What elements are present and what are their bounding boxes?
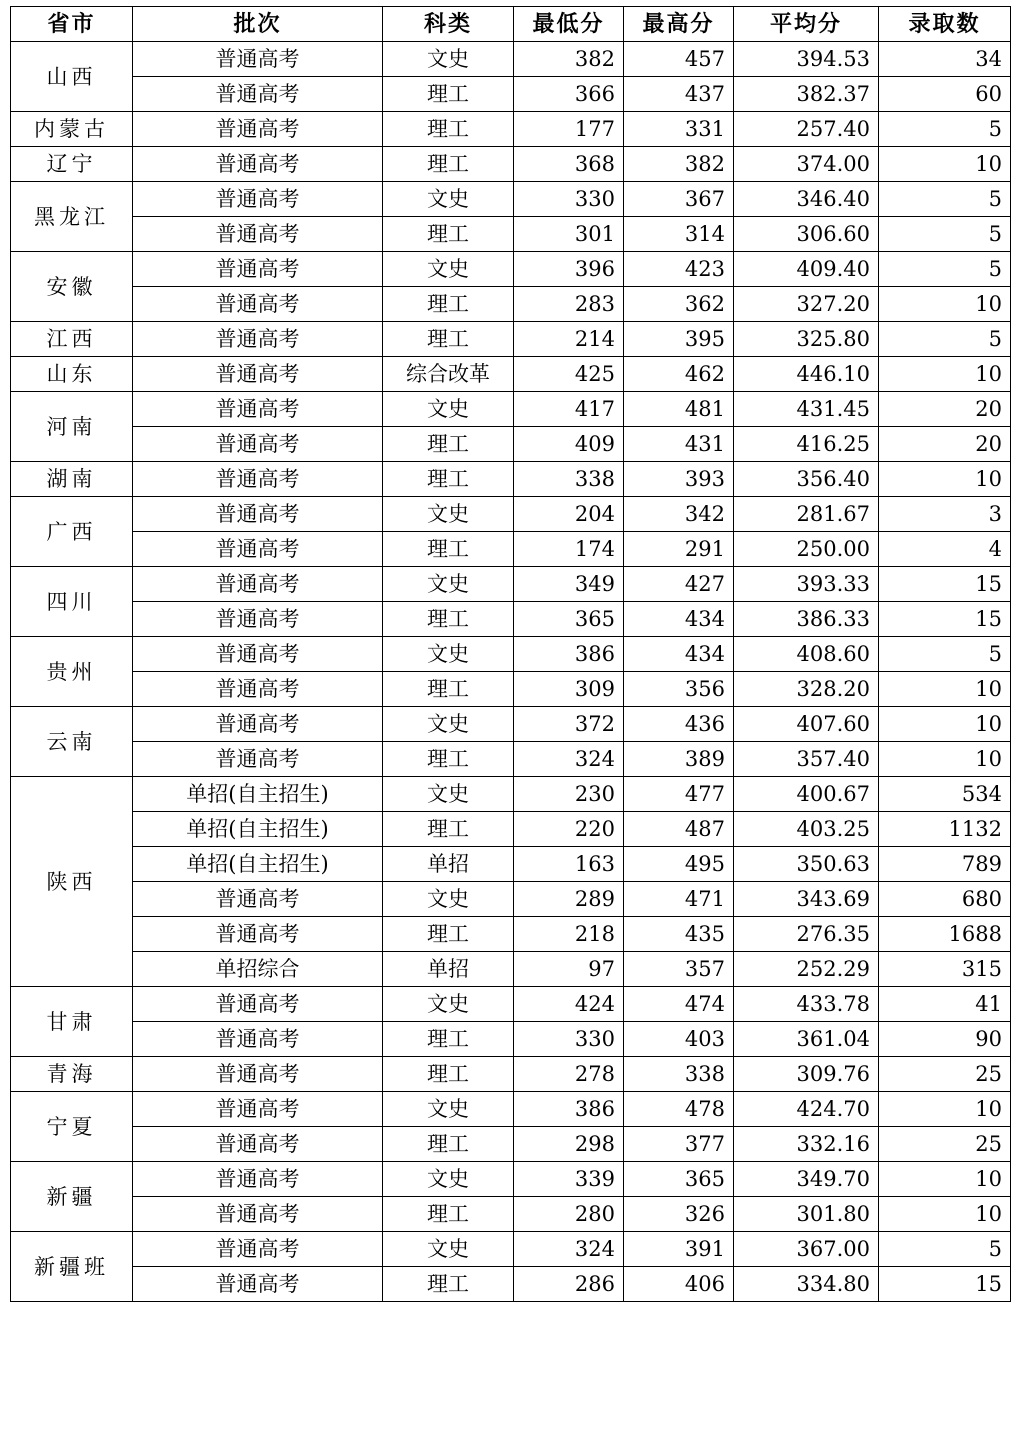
cell-avg-score: 349.70 <box>734 1162 879 1197</box>
cell-min-score: 368 <box>514 147 624 182</box>
cell-admitted-count: 10 <box>879 357 1011 392</box>
cell-batch: 普通高考 <box>133 532 383 567</box>
table-row <box>11 427 1011 462</box>
cell-avg-score: 276.35 <box>734 917 879 952</box>
cell-batch: 单招(自主招生) <box>133 777 383 812</box>
table-row <box>11 1092 1011 1127</box>
cell-min-score: 417 <box>514 392 624 427</box>
cell-max-score: 357 <box>624 952 734 987</box>
cell-avg-score: 301.80 <box>734 1197 879 1232</box>
cell-max-score: 495 <box>624 847 734 882</box>
table-row <box>11 987 1011 1022</box>
cell-subject: 单招 <box>383 952 514 987</box>
cell-province: 青海 <box>11 1057 133 1092</box>
cell-max-score: 377 <box>624 1127 734 1162</box>
cell-subject: 理工 <box>383 1197 514 1232</box>
admission-score-table <box>10 6 1011 1302</box>
table-row <box>11 1057 1011 1092</box>
cell-min-score: 382 <box>514 42 624 77</box>
cell-batch: 普通高考 <box>133 672 383 707</box>
cell-admitted-count: 10 <box>879 287 1011 322</box>
cell-avg-score: 306.60 <box>734 217 879 252</box>
column-header-admitted-count: 录取数 <box>879 7 1011 42</box>
cell-min-score: 280 <box>514 1197 624 1232</box>
cell-avg-score: 356.40 <box>734 462 879 497</box>
table-row <box>11 882 1011 917</box>
cell-avg-score: 393.33 <box>734 567 879 602</box>
cell-min-score: 425 <box>514 357 624 392</box>
cell-avg-score: 409.40 <box>734 252 879 287</box>
cell-batch: 普通高考 <box>133 112 383 147</box>
cell-batch: 普通高考 <box>133 637 383 672</box>
column-header-max-score: 最高分 <box>624 7 734 42</box>
cell-batch: 普通高考 <box>133 287 383 322</box>
cell-admitted-count: 20 <box>879 392 1011 427</box>
cell-admitted-count: 315 <box>879 952 1011 987</box>
cell-admitted-count: 25 <box>879 1057 1011 1092</box>
table-row <box>11 567 1011 602</box>
cell-admitted-count: 25 <box>879 1127 1011 1162</box>
cell-min-score: 163 <box>514 847 624 882</box>
cell-admitted-count: 10 <box>879 1162 1011 1197</box>
cell-max-score: 389 <box>624 742 734 777</box>
table-row <box>11 532 1011 567</box>
cell-max-score: 356 <box>624 672 734 707</box>
cell-avg-score: 328.20 <box>734 672 879 707</box>
cell-batch: 普通高考 <box>133 1162 383 1197</box>
cell-province: 安徽 <box>11 252 133 322</box>
cell-subject: 单招 <box>383 847 514 882</box>
cell-batch: 普通高考 <box>133 42 383 77</box>
table-row <box>11 672 1011 707</box>
table-body <box>11 42 1011 1302</box>
cell-batch: 普通高考 <box>133 252 383 287</box>
cell-batch: 单招综合 <box>133 952 383 987</box>
cell-subject: 理工 <box>383 812 514 847</box>
cell-avg-score: 367.00 <box>734 1232 879 1267</box>
table-row <box>11 1127 1011 1162</box>
cell-avg-score: 361.04 <box>734 1022 879 1057</box>
cell-admitted-count: 10 <box>879 742 1011 777</box>
cell-subject: 理工 <box>383 77 514 112</box>
cell-max-score: 391 <box>624 1232 734 1267</box>
cell-province: 四川 <box>11 567 133 637</box>
cell-avg-score: 394.53 <box>734 42 879 77</box>
cell-max-score: 427 <box>624 567 734 602</box>
cell-province: 贵州 <box>11 637 133 707</box>
table-row <box>11 287 1011 322</box>
cell-max-score: 471 <box>624 882 734 917</box>
cell-subject: 理工 <box>383 1022 514 1057</box>
cell-max-score: 395 <box>624 322 734 357</box>
cell-subject: 综合改革 <box>383 357 514 392</box>
cell-subject: 文史 <box>383 42 514 77</box>
cell-min-score: 298 <box>514 1127 624 1162</box>
cell-min-score: 386 <box>514 637 624 672</box>
column-header-avg-score: 平均分 <box>734 7 879 42</box>
cell-subject: 理工 <box>383 1127 514 1162</box>
cell-batch: 普通高考 <box>133 1197 383 1232</box>
cell-max-score: 462 <box>624 357 734 392</box>
cell-subject: 理工 <box>383 217 514 252</box>
cell-min-score: 349 <box>514 567 624 602</box>
cell-subject: 理工 <box>383 427 514 462</box>
cell-max-score: 331 <box>624 112 734 147</box>
cell-subject: 理工 <box>383 1267 514 1302</box>
cell-subject: 文史 <box>383 567 514 602</box>
cell-province: 黑龙江 <box>11 182 133 252</box>
cell-province: 云南 <box>11 707 133 777</box>
cell-min-score: 301 <box>514 217 624 252</box>
cell-avg-score: 374.00 <box>734 147 879 182</box>
cell-subject: 文史 <box>383 1232 514 1267</box>
table-row <box>11 1162 1011 1197</box>
cell-subject: 理工 <box>383 1057 514 1092</box>
cell-avg-score: 416.25 <box>734 427 879 462</box>
cell-max-score: 393 <box>624 462 734 497</box>
cell-batch: 普通高考 <box>133 77 383 112</box>
cell-batch: 普通高考 <box>133 1232 383 1267</box>
table-row <box>11 742 1011 777</box>
cell-avg-score: 281.67 <box>734 497 879 532</box>
cell-max-score: 487 <box>624 812 734 847</box>
cell-province: 江西 <box>11 322 133 357</box>
cell-subject: 文史 <box>383 1092 514 1127</box>
cell-min-score: 409 <box>514 427 624 462</box>
table-row <box>11 252 1011 287</box>
cell-min-score: 286 <box>514 1267 624 1302</box>
cell-avg-score: 382.37 <box>734 77 879 112</box>
column-header-province: 省市 <box>11 7 133 42</box>
cell-subject: 理工 <box>383 672 514 707</box>
cell-subject: 文史 <box>383 987 514 1022</box>
table-header <box>11 7 1011 42</box>
cell-subject: 文史 <box>383 637 514 672</box>
cell-avg-score: 327.20 <box>734 287 879 322</box>
cell-subject: 文史 <box>383 882 514 917</box>
cell-max-score: 435 <box>624 917 734 952</box>
cell-subject: 文史 <box>383 1162 514 1197</box>
cell-admitted-count: 15 <box>879 567 1011 602</box>
cell-min-score: 372 <box>514 707 624 742</box>
cell-subject: 理工 <box>383 147 514 182</box>
cell-admitted-count: 5 <box>879 112 1011 147</box>
cell-max-score: 474 <box>624 987 734 1022</box>
cell-batch: 普通高考 <box>133 322 383 357</box>
cell-avg-score: 407.60 <box>734 707 879 742</box>
cell-admitted-count: 34 <box>879 42 1011 77</box>
cell-admitted-count: 5 <box>879 1232 1011 1267</box>
cell-admitted-count: 5 <box>879 182 1011 217</box>
cell-min-score: 338 <box>514 462 624 497</box>
cell-admitted-count: 10 <box>879 462 1011 497</box>
cell-max-score: 423 <box>624 252 734 287</box>
cell-avg-score: 408.60 <box>734 637 879 672</box>
cell-admitted-count: 10 <box>879 672 1011 707</box>
column-header-min-score: 最低分 <box>514 7 624 42</box>
cell-min-score: 283 <box>514 287 624 322</box>
cell-admitted-count: 5 <box>879 217 1011 252</box>
table-row <box>11 322 1011 357</box>
cell-max-score: 338 <box>624 1057 734 1092</box>
cell-admitted-count: 10 <box>879 707 1011 742</box>
cell-max-score: 481 <box>624 392 734 427</box>
table-row <box>11 777 1011 812</box>
cell-subject: 文史 <box>383 392 514 427</box>
cell-province: 河南 <box>11 392 133 462</box>
cell-batch: 普通高考 <box>133 147 383 182</box>
cell-province: 山西 <box>11 42 133 112</box>
cell-province: 甘肃 <box>11 987 133 1057</box>
table-row <box>11 602 1011 637</box>
cell-batch: 普通高考 <box>133 462 383 497</box>
cell-admitted-count: 5 <box>879 322 1011 357</box>
cell-max-score: 362 <box>624 287 734 322</box>
cell-avg-score: 252.29 <box>734 952 879 987</box>
cell-admitted-count: 15 <box>879 1267 1011 1302</box>
table-row <box>11 1232 1011 1267</box>
table-row <box>11 77 1011 112</box>
cell-subject: 理工 <box>383 287 514 322</box>
cell-batch: 普通高考 <box>133 987 383 1022</box>
cell-min-score: 330 <box>514 1022 624 1057</box>
cell-avg-score: 325.80 <box>734 322 879 357</box>
cell-min-score: 218 <box>514 917 624 952</box>
column-header-subject: 科类 <box>383 7 514 42</box>
cell-province: 湖南 <box>11 462 133 497</box>
cell-max-score: 434 <box>624 602 734 637</box>
cell-max-score: 342 <box>624 497 734 532</box>
cell-admitted-count: 41 <box>879 987 1011 1022</box>
cell-min-score: 324 <box>514 742 624 777</box>
cell-province: 新疆 <box>11 1162 133 1232</box>
cell-subject: 理工 <box>383 112 514 147</box>
cell-batch: 普通高考 <box>133 707 383 742</box>
table-row <box>11 147 1011 182</box>
cell-province: 广西 <box>11 497 133 567</box>
cell-avg-score: 250.00 <box>734 532 879 567</box>
table-row <box>11 357 1011 392</box>
cell-subject: 理工 <box>383 532 514 567</box>
cell-batch: 普通高考 <box>133 427 383 462</box>
cell-avg-score: 433.78 <box>734 987 879 1022</box>
cell-admitted-count: 680 <box>879 882 1011 917</box>
cell-subject: 理工 <box>383 917 514 952</box>
cell-max-score: 406 <box>624 1267 734 1302</box>
cell-min-score: 365 <box>514 602 624 637</box>
cell-admitted-count: 10 <box>879 147 1011 182</box>
cell-min-score: 330 <box>514 182 624 217</box>
cell-subject: 文史 <box>383 707 514 742</box>
cell-avg-score: 386.33 <box>734 602 879 637</box>
cell-admitted-count: 5 <box>879 252 1011 287</box>
cell-min-score: 174 <box>514 532 624 567</box>
table-row <box>11 812 1011 847</box>
cell-avg-score: 334.80 <box>734 1267 879 1302</box>
cell-batch: 普通高考 <box>133 917 383 952</box>
table-row <box>11 497 1011 532</box>
cell-min-score: 278 <box>514 1057 624 1092</box>
cell-max-score: 436 <box>624 707 734 742</box>
cell-avg-score: 403.25 <box>734 812 879 847</box>
cell-min-score: 220 <box>514 812 624 847</box>
cell-subject: 理工 <box>383 742 514 777</box>
cell-avg-score: 257.40 <box>734 112 879 147</box>
cell-avg-score: 446.10 <box>734 357 879 392</box>
table-header-row <box>11 7 1011 42</box>
cell-avg-score: 346.40 <box>734 182 879 217</box>
cell-max-score: 314 <box>624 217 734 252</box>
cell-admitted-count: 789 <box>879 847 1011 882</box>
cell-subject: 文史 <box>383 497 514 532</box>
cell-min-score: 339 <box>514 1162 624 1197</box>
cell-avg-score: 400.67 <box>734 777 879 812</box>
cell-subject: 文史 <box>383 182 514 217</box>
cell-province: 山东 <box>11 357 133 392</box>
cell-max-score: 403 <box>624 1022 734 1057</box>
table-row <box>11 112 1011 147</box>
cell-batch: 普通高考 <box>133 1092 383 1127</box>
cell-admitted-count: 4 <box>879 532 1011 567</box>
cell-max-score: 382 <box>624 147 734 182</box>
cell-admitted-count: 10 <box>879 1197 1011 1232</box>
cell-max-score: 367 <box>624 182 734 217</box>
cell-batch: 普通高考 <box>133 497 383 532</box>
table-row <box>11 42 1011 77</box>
cell-max-score: 457 <box>624 42 734 77</box>
cell-max-score: 365 <box>624 1162 734 1197</box>
cell-subject: 文史 <box>383 252 514 287</box>
cell-min-score: 424 <box>514 987 624 1022</box>
cell-batch: 普通高考 <box>133 567 383 602</box>
cell-max-score: 477 <box>624 777 734 812</box>
cell-avg-score: 309.76 <box>734 1057 879 1092</box>
cell-min-score: 214 <box>514 322 624 357</box>
cell-min-score: 289 <box>514 882 624 917</box>
cell-batch: 普通高考 <box>133 742 383 777</box>
cell-min-score: 97 <box>514 952 624 987</box>
table-row <box>11 462 1011 497</box>
table-row <box>11 917 1011 952</box>
cell-admitted-count: 5 <box>879 637 1011 672</box>
cell-province: 新疆班 <box>11 1232 133 1302</box>
cell-province: 内蒙古 <box>11 112 133 147</box>
cell-admitted-count: 10 <box>879 1092 1011 1127</box>
cell-min-score: 324 <box>514 1232 624 1267</box>
column-header-batch: 批次 <box>133 7 383 42</box>
cell-admitted-count: 1132 <box>879 812 1011 847</box>
cell-min-score: 204 <box>514 497 624 532</box>
cell-admitted-count: 60 <box>879 77 1011 112</box>
cell-avg-score: 350.63 <box>734 847 879 882</box>
cell-province: 陕西 <box>11 777 133 987</box>
table-row <box>11 182 1011 217</box>
cell-avg-score: 357.40 <box>734 742 879 777</box>
table-row <box>11 1022 1011 1057</box>
cell-admitted-count: 3 <box>879 497 1011 532</box>
cell-min-score: 177 <box>514 112 624 147</box>
table-row <box>11 637 1011 672</box>
cell-max-score: 434 <box>624 637 734 672</box>
cell-admitted-count: 20 <box>879 427 1011 462</box>
cell-batch: 普通高考 <box>133 1267 383 1302</box>
cell-min-score: 366 <box>514 77 624 112</box>
cell-min-score: 309 <box>514 672 624 707</box>
cell-batch: 普通高考 <box>133 1022 383 1057</box>
table-row <box>11 1197 1011 1232</box>
cell-avg-score: 424.70 <box>734 1092 879 1127</box>
cell-avg-score: 431.45 <box>734 392 879 427</box>
cell-admitted-count: 534 <box>879 777 1011 812</box>
cell-batch: 普通高考 <box>133 1127 383 1162</box>
cell-subject: 文史 <box>383 777 514 812</box>
cell-batch: 普通高考 <box>133 882 383 917</box>
table-row <box>11 392 1011 427</box>
cell-batch: 普通高考 <box>133 357 383 392</box>
cell-batch: 普通高考 <box>133 392 383 427</box>
cell-batch: 普通高考 <box>133 1057 383 1092</box>
cell-min-score: 386 <box>514 1092 624 1127</box>
cell-max-score: 437 <box>624 77 734 112</box>
cell-province: 辽宁 <box>11 147 133 182</box>
cell-subject: 理工 <box>383 462 514 497</box>
table-row <box>11 1267 1011 1302</box>
cell-admitted-count: 90 <box>879 1022 1011 1057</box>
cell-batch: 普通高考 <box>133 602 383 637</box>
cell-subject: 理工 <box>383 322 514 357</box>
cell-min-score: 230 <box>514 777 624 812</box>
table-row <box>11 707 1011 742</box>
table-row <box>11 847 1011 882</box>
cell-admitted-count: 15 <box>879 602 1011 637</box>
table-row <box>11 217 1011 252</box>
cell-batch: 单招(自主招生) <box>133 847 383 882</box>
cell-batch: 单招(自主招生) <box>133 812 383 847</box>
cell-max-score: 431 <box>624 427 734 462</box>
cell-max-score: 326 <box>624 1197 734 1232</box>
cell-admitted-count: 1688 <box>879 917 1011 952</box>
cell-avg-score: 343.69 <box>734 882 879 917</box>
cell-max-score: 478 <box>624 1092 734 1127</box>
cell-max-score: 291 <box>624 532 734 567</box>
cell-subject: 理工 <box>383 602 514 637</box>
cell-avg-score: 332.16 <box>734 1127 879 1162</box>
cell-batch: 普通高考 <box>133 217 383 252</box>
cell-min-score: 396 <box>514 252 624 287</box>
cell-batch: 普通高考 <box>133 182 383 217</box>
cell-province: 宁夏 <box>11 1092 133 1162</box>
table-row <box>11 952 1011 987</box>
